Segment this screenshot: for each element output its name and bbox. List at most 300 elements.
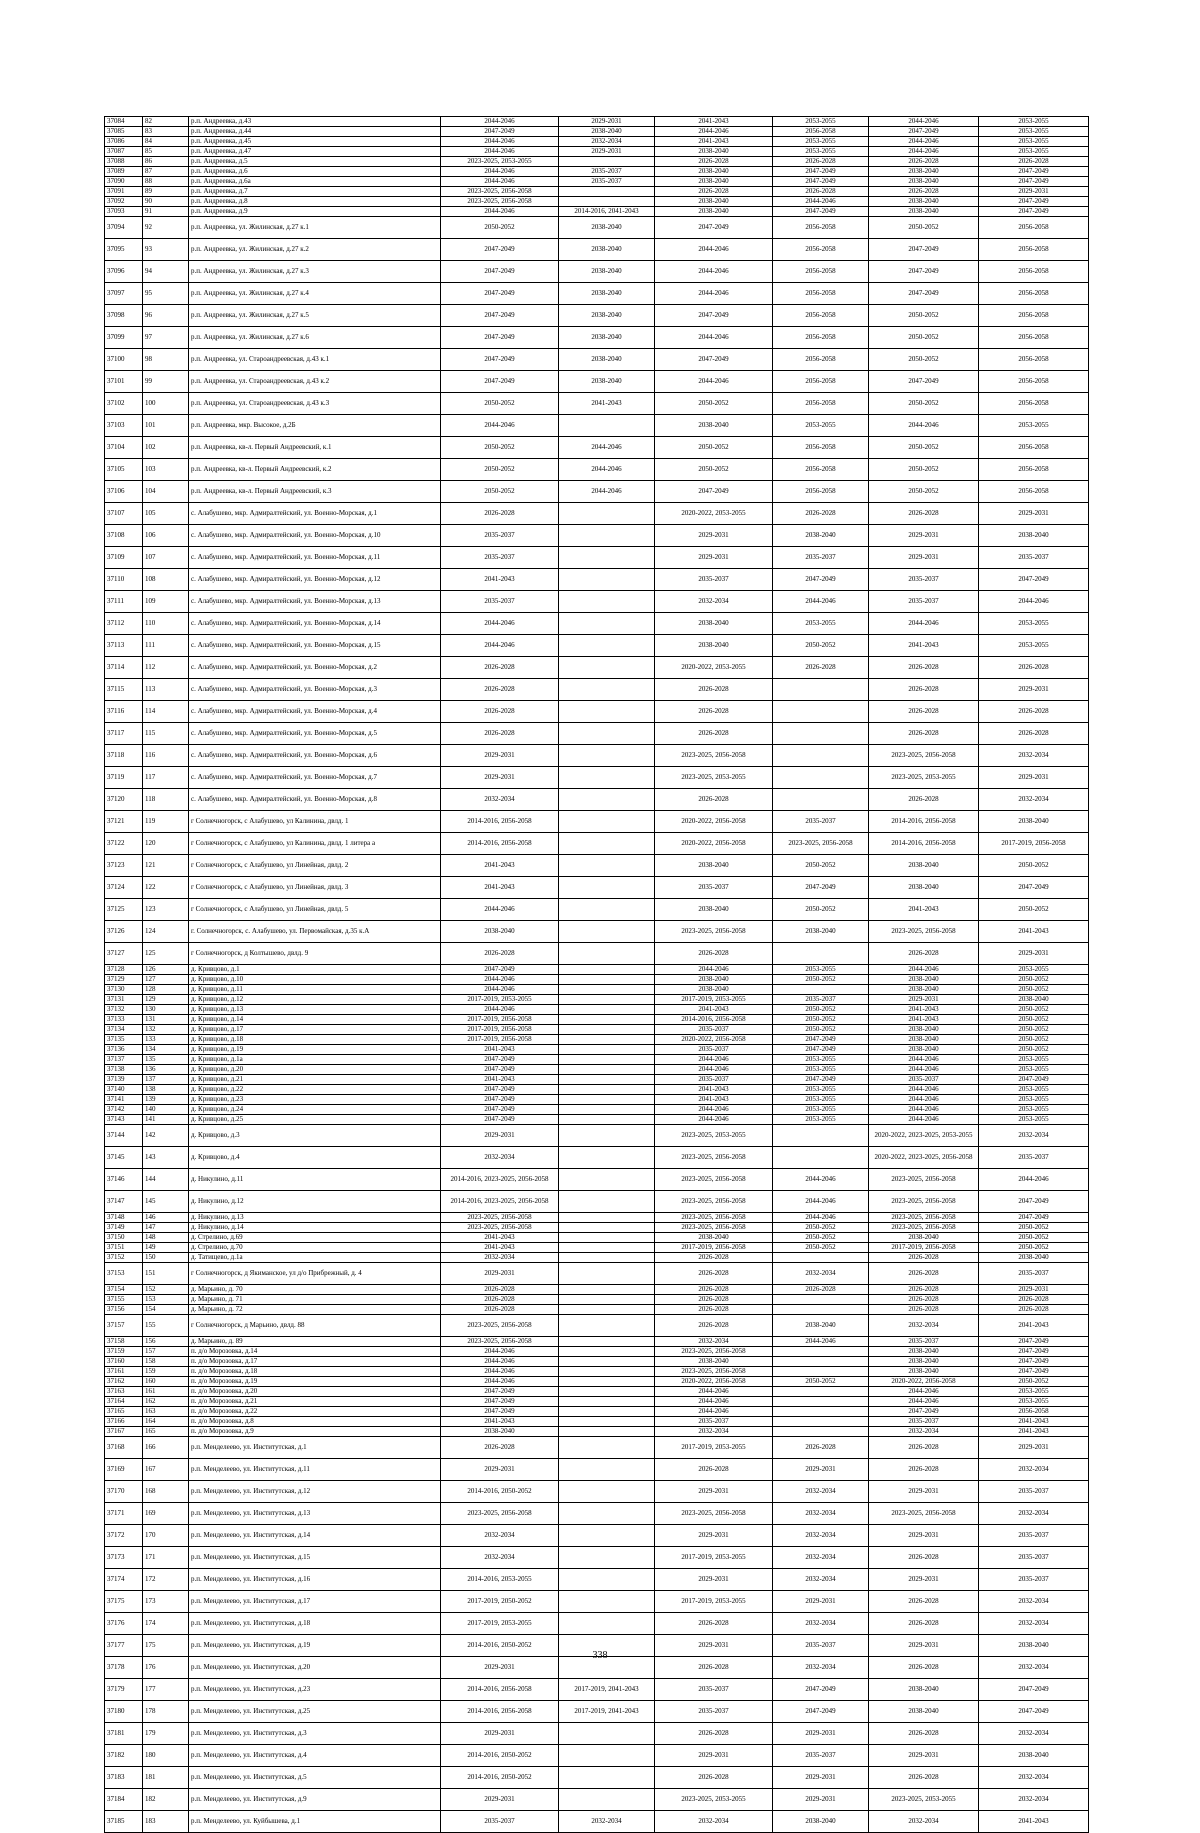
- cell-period-1: 2038-2040: [441, 921, 559, 943]
- cell-period-4: 2047-2049: [773, 1045, 869, 1055]
- cell-row-id: 37093: [105, 207, 143, 217]
- cell-period-2: 2038-2040: [559, 371, 655, 393]
- cell-row-id: 37102: [105, 393, 143, 415]
- table-row: [105, 147, 1089, 157]
- table-row: [105, 899, 1089, 921]
- cell-period-4: 2047-2049: [773, 1679, 869, 1701]
- cell-item-number: 95: [143, 283, 189, 305]
- cell-period-1: 2026-2028: [441, 1295, 559, 1305]
- cell-period-3: 2050-2052: [655, 393, 773, 415]
- table-row: [105, 975, 1089, 985]
- cell-period-1: 2014-2016, 2056-2058: [441, 811, 559, 833]
- cell-address: р.п. Андреевка, ул. Жилинская, д.27 к.2: [189, 239, 441, 261]
- cell-period-5: 2023-2025, 2056-2058: [869, 921, 979, 943]
- cell-row-id: 37165: [105, 1407, 143, 1417]
- cell-item-number: 154: [143, 1305, 189, 1315]
- cell-period-1: 2041-2043: [441, 1045, 559, 1055]
- cell-row-id: 37127: [105, 943, 143, 965]
- cell-address: р.п. Андреевка, ул. Жилинская, д.27 к.5: [189, 305, 441, 327]
- cell-address: с. Алабушево, мкр. Адмиралтейский, ул. Военно-Морская, д.5: [189, 723, 441, 745]
- cell-period-4: 2053-2055: [773, 1065, 869, 1075]
- cell-address: р.п. Андреевка, ул. Староандреевская, д.43 к.1: [189, 349, 441, 371]
- cell-row-id: 37130: [105, 985, 143, 995]
- cell-period-5: 2038-2040: [869, 877, 979, 899]
- cell-period-4: [773, 1357, 869, 1367]
- cell-period-1: 2035-2037: [441, 525, 559, 547]
- cell-period-2: 2038-2040: [559, 217, 655, 239]
- table-row: [105, 1437, 1089, 1459]
- cell-period-2: [559, 1015, 655, 1025]
- cell-period-5: 2026-2028: [869, 1657, 979, 1679]
- cell-row-id: 37183: [105, 1767, 143, 1789]
- cell-row-id: 37174: [105, 1569, 143, 1591]
- cell-period-5: 2026-2028: [869, 187, 979, 197]
- cell-period-2: [559, 157, 655, 167]
- cell-period-3: 2035-2037: [655, 1025, 773, 1035]
- cell-period-2: 2038-2040: [559, 127, 655, 137]
- cell-period-3: 2050-2052: [655, 437, 773, 459]
- cell-period-1: 2041-2043: [441, 1233, 559, 1243]
- table-row: [105, 1459, 1089, 1481]
- cell-period-1: 2041-2043: [441, 1075, 559, 1085]
- cell-period-5: 2026-2028: [869, 943, 979, 965]
- cell-period-1: 2041-2043: [441, 569, 559, 591]
- cell-row-id: 37120: [105, 789, 143, 811]
- cell-period-2: [559, 1427, 655, 1437]
- table-row: [105, 1213, 1089, 1223]
- cell-row-id: 37118: [105, 745, 143, 767]
- table-row: [105, 137, 1089, 147]
- table-row: [105, 305, 1089, 327]
- cell-row-id: 37089: [105, 167, 143, 177]
- cell-period-2: [559, 197, 655, 207]
- cell-period-6: 2041-2043: [979, 1427, 1089, 1437]
- cell-period-3: 2023-2025, 2056-2058: [655, 1347, 773, 1357]
- cell-period-5: 2029-2031: [869, 1525, 979, 1547]
- cell-period-5: 2038-2040: [869, 1701, 979, 1723]
- cell-period-5: 2050-2052: [869, 349, 979, 371]
- cell-row-id: 37182: [105, 1745, 143, 1767]
- cell-period-1: 2044-2046: [441, 985, 559, 995]
- cell-period-6: 2056-2058: [979, 371, 1089, 393]
- cell-address: р.п. Менделеево, ул. Институтская, д.18: [189, 1613, 441, 1635]
- cell-address: д. Кривцово, д.25: [189, 1115, 441, 1125]
- cell-period-4: [773, 1367, 869, 1377]
- cell-period-2: [559, 1065, 655, 1075]
- cell-address: г Солнечногорск, д Якиманское, ул д/о Прибрежный, д. 4: [189, 1263, 441, 1285]
- cell-period-3: 2023-2025, 2056-2058: [655, 1213, 773, 1223]
- cell-period-6: 2050-2052: [979, 855, 1089, 877]
- cell-row-id: 37114: [105, 657, 143, 679]
- cell-period-2: [559, 591, 655, 613]
- cell-period-2: [559, 1263, 655, 1285]
- cell-period-1: 2050-2052: [441, 393, 559, 415]
- cell-item-number: 97: [143, 327, 189, 349]
- cell-period-3: 2035-2037: [655, 877, 773, 899]
- cell-period-4: 2053-2055: [773, 1095, 869, 1105]
- cell-period-5: 2038-2040: [869, 177, 979, 187]
- cell-period-4: [773, 1397, 869, 1407]
- cell-period-4: 2026-2028: [773, 1285, 869, 1295]
- cell-address: р.п. Менделеево, ул. Институтская, д.15: [189, 1547, 441, 1569]
- cell-address: д. Никулино, д.14: [189, 1223, 441, 1233]
- cell-item-number: 183: [143, 1811, 189, 1833]
- cell-period-2: [559, 833, 655, 855]
- cell-period-3: 2047-2049: [655, 349, 773, 371]
- cell-row-id: 37177: [105, 1635, 143, 1657]
- cell-period-5: 2023-2025, 2056-2058: [869, 1191, 979, 1213]
- cell-period-5: 2047-2049: [869, 1407, 979, 1417]
- cell-period-3: 2038-2040: [655, 985, 773, 995]
- cell-period-6: 2026-2028: [979, 657, 1089, 679]
- table-row: [105, 1367, 1089, 1377]
- cell-period-5: 2029-2031: [869, 1481, 979, 1503]
- cell-item-number: 86: [143, 157, 189, 167]
- cell-period-5: 2038-2040: [869, 197, 979, 207]
- cell-period-3: 2038-2040: [655, 167, 773, 177]
- cell-period-2: [559, 1213, 655, 1223]
- cell-row-id: 37141: [105, 1095, 143, 1105]
- cell-period-4: 2053-2055: [773, 137, 869, 147]
- cell-period-3: 2041-2043: [655, 1005, 773, 1015]
- cell-period-5: 2038-2040: [869, 855, 979, 877]
- cell-period-3: 2044-2046: [655, 371, 773, 393]
- cell-period-4: 2032-2034: [773, 1547, 869, 1569]
- cell-address: д. Кривцово, д.1а: [189, 1055, 441, 1065]
- cell-period-6: 2050-2052: [979, 1233, 1089, 1243]
- cell-period-3: 2023-2025, 2056-2058: [655, 1223, 773, 1233]
- cell-period-3: 2023-2025, 2056-2058: [655, 1503, 773, 1525]
- cell-row-id: 37084: [105, 117, 143, 127]
- cell-period-3: 2047-2049: [655, 217, 773, 239]
- cell-period-4: 2029-2031: [773, 1789, 869, 1811]
- cell-row-id: 37175: [105, 1591, 143, 1613]
- cell-period-3: 2041-2043: [655, 1085, 773, 1095]
- cell-period-6: 2047-2049: [979, 569, 1089, 591]
- cell-period-6: 2047-2049: [979, 177, 1089, 187]
- table-row: [105, 745, 1089, 767]
- cell-address: р.п. Андреевка, ул. Староандреевская, д.43 к.3: [189, 393, 441, 415]
- cell-period-2: [559, 1387, 655, 1397]
- cell-address: с. Алабушево, мкр. Адмиралтейский, ул. Военно-Морская, д.11: [189, 547, 441, 569]
- cell-period-2: [559, 1569, 655, 1591]
- cell-period-4: 2056-2058: [773, 283, 869, 305]
- table-row: [105, 217, 1089, 239]
- cell-item-number: 92: [143, 217, 189, 239]
- cell-period-6: 2050-2052: [979, 1035, 1089, 1045]
- cell-period-2: [559, 995, 655, 1005]
- cell-period-2: [559, 569, 655, 591]
- cell-address: р.п. Андреевка, ул. Жилинская, д.27 к.1: [189, 217, 441, 239]
- table-row: [105, 943, 1089, 965]
- cell-period-1: 2044-2046: [441, 147, 559, 157]
- cell-item-number: 155: [143, 1315, 189, 1337]
- cell-period-2: [559, 1115, 655, 1125]
- cell-period-5: 2026-2028: [869, 657, 979, 679]
- cell-period-2: 2044-2046: [559, 437, 655, 459]
- cell-address: г Солнечногорск, с Алабушево, ул Линейная, двлд. 5: [189, 899, 441, 921]
- cell-period-4: 2050-2052: [773, 1377, 869, 1387]
- cell-period-6: 2032-2034: [979, 789, 1089, 811]
- cell-period-5: 2038-2040: [869, 1045, 979, 1055]
- cell-period-2: [559, 1613, 655, 1635]
- cell-period-6: 2056-2058: [979, 261, 1089, 283]
- schedule-table-container: [104, 116, 1088, 1833]
- cell-period-5: 2029-2031: [869, 1635, 979, 1657]
- table-row: [105, 1065, 1089, 1075]
- cell-period-4: 2047-2049: [773, 167, 869, 177]
- cell-row-id: 37151: [105, 1243, 143, 1253]
- cell-period-4: 2035-2037: [773, 995, 869, 1005]
- cell-address: р.п. Андреевка, д.6а: [189, 177, 441, 187]
- cell-period-3: 2026-2028: [655, 1657, 773, 1679]
- cell-row-id: 37139: [105, 1075, 143, 1085]
- cell-period-1: 2014-2016, 2023-2025, 2056-2058: [441, 1169, 559, 1191]
- cell-item-number: 177: [143, 1679, 189, 1701]
- cell-period-3: 2047-2049: [655, 481, 773, 503]
- cell-period-4: 2035-2037: [773, 811, 869, 833]
- cell-item-number: 136: [143, 1065, 189, 1075]
- cell-period-1: 2017-2019, 2056-2058: [441, 1035, 559, 1045]
- cell-row-id: 37146: [105, 1169, 143, 1191]
- cell-period-1: 2029-2031: [441, 1263, 559, 1285]
- cell-period-3: 2044-2046: [655, 239, 773, 261]
- cell-period-4: 2029-2031: [773, 1459, 869, 1481]
- cell-address: р.п. Менделеево, ул. Институтская, д.25: [189, 1701, 441, 1723]
- cell-period-6: 2053-2055: [979, 1065, 1089, 1075]
- cell-item-number: 113: [143, 679, 189, 701]
- cell-period-1: 2026-2028: [441, 1437, 559, 1459]
- cell-row-id: 37110: [105, 569, 143, 591]
- cell-period-3: 2038-2040: [655, 1233, 773, 1243]
- cell-row-id: 37185: [105, 1811, 143, 1833]
- cell-period-3: 2038-2040: [655, 899, 773, 921]
- cell-period-5: 2023-2025, 2056-2058: [869, 745, 979, 767]
- cell-address: р.п. Менделеево, ул. Институтская, д.16: [189, 1569, 441, 1591]
- cell-address: р.п. Андреевка, мкр. Высокое, д.2Б: [189, 415, 441, 437]
- cell-item-number: 91: [143, 207, 189, 217]
- cell-row-id: 37105: [105, 459, 143, 481]
- cell-item-number: 84: [143, 137, 189, 147]
- cell-period-2: [559, 1223, 655, 1233]
- cell-period-3: 2044-2046: [655, 127, 773, 137]
- cell-period-3: 2032-2034: [655, 1337, 773, 1347]
- cell-period-5: 2026-2028: [869, 1295, 979, 1305]
- table-row: [105, 1075, 1089, 1085]
- table-row: [105, 877, 1089, 899]
- table-row: [105, 371, 1089, 393]
- cell-period-6: 2047-2049: [979, 207, 1089, 217]
- cell-period-4: 2044-2046: [773, 1213, 869, 1223]
- table-row: [105, 569, 1089, 591]
- cell-period-2: [559, 1459, 655, 1481]
- cell-period-6: 2032-2034: [979, 1767, 1089, 1789]
- cell-period-3: 2044-2046: [655, 1397, 773, 1407]
- cell-address: г Солнечногорск, д Колтышево, двлд. 9: [189, 943, 441, 965]
- cell-period-3: 2026-2028: [655, 1263, 773, 1285]
- cell-period-4: 2056-2058: [773, 481, 869, 503]
- cell-period-6: 2035-2037: [979, 1263, 1089, 1285]
- cell-period-2: [559, 1035, 655, 1045]
- cell-period-6: 2026-2028: [979, 701, 1089, 723]
- cell-period-5: 2026-2028: [869, 789, 979, 811]
- cell-row-id: 37119: [105, 767, 143, 789]
- cell-period-1: 2050-2052: [441, 437, 559, 459]
- cell-address: р.п. Менделеево, ул. Институтская, д.19: [189, 1635, 441, 1657]
- cell-period-5: 2020-2022, 2023-2025, 2056-2058: [869, 1147, 979, 1169]
- cell-period-4: 2029-2031: [773, 1591, 869, 1613]
- cell-address: д. Марьино, д. 72: [189, 1305, 441, 1315]
- cell-period-4: 2032-2034: [773, 1569, 869, 1591]
- table-row: [105, 1045, 1089, 1055]
- cell-period-5: 2050-2052: [869, 393, 979, 415]
- cell-item-number: 172: [143, 1569, 189, 1591]
- cell-row-id: 37138: [105, 1065, 143, 1075]
- cell-row-id: 37160: [105, 1357, 143, 1367]
- cell-address: р.п. Андреевка, д.44: [189, 127, 441, 137]
- cell-period-1: 2026-2028: [441, 657, 559, 679]
- cell-period-3: 2035-2037: [655, 1679, 773, 1701]
- cell-period-4: 2053-2055: [773, 1085, 869, 1095]
- cell-period-4: 2026-2028: [773, 503, 869, 525]
- cell-period-5: 2026-2028: [869, 157, 979, 167]
- cell-period-2: [559, 613, 655, 635]
- cell-period-4: 2050-2052: [773, 855, 869, 877]
- table-row: [105, 1701, 1089, 1723]
- cell-period-5: 2044-2046: [869, 965, 979, 975]
- cell-period-1: 2044-2046: [441, 137, 559, 147]
- cell-period-2: [559, 1191, 655, 1213]
- cell-period-5: 2026-2028: [869, 1459, 979, 1481]
- cell-address: с. Алабушево, мкр. Адмиралтейский, ул. Военно-Морская, д.10: [189, 525, 441, 547]
- cell-address: д. Кривцово, д.19: [189, 1045, 441, 1055]
- cell-period-5: 2023-2025, 2056-2058: [869, 1223, 979, 1233]
- cell-period-2: [559, 1789, 655, 1811]
- cell-period-3: 2038-2040: [655, 613, 773, 635]
- cell-period-1: 2023-2025, 2056-2058: [441, 1315, 559, 1337]
- cell-item-number: 104: [143, 481, 189, 503]
- cell-row-id: 37131: [105, 995, 143, 1005]
- cell-period-1: 2038-2040: [441, 1427, 559, 1437]
- cell-row-id: 37147: [105, 1191, 143, 1213]
- table-row: [105, 1223, 1089, 1233]
- cell-period-1: 2029-2031: [441, 745, 559, 767]
- cell-period-6: 2032-2034: [979, 1789, 1089, 1811]
- cell-item-number: 100: [143, 393, 189, 415]
- cell-period-4: 2023-2025, 2056-2058: [773, 833, 869, 855]
- table-row: [105, 1679, 1089, 1701]
- cell-address: п. д/о Морозовка, д.22: [189, 1407, 441, 1417]
- cell-period-6: 2050-2052: [979, 1025, 1089, 1035]
- cell-period-5: 2026-2028: [869, 1437, 979, 1459]
- cell-item-number: 115: [143, 723, 189, 745]
- table-row: [105, 393, 1089, 415]
- table-row: [105, 1767, 1089, 1789]
- cell-period-5: 2041-2043: [869, 899, 979, 921]
- cell-item-number: 151: [143, 1263, 189, 1285]
- table-row: [105, 1115, 1089, 1125]
- cell-period-6: 2053-2055: [979, 1055, 1089, 1065]
- cell-period-3: 2050-2052: [655, 459, 773, 481]
- cell-period-3: 2023-2025, 2056-2058: [655, 1191, 773, 1213]
- table-row: [105, 1243, 1089, 1253]
- table-row: [105, 239, 1089, 261]
- cell-period-5: 2044-2046: [869, 415, 979, 437]
- cell-period-2: [559, 1105, 655, 1115]
- cell-period-3: 2044-2046: [655, 1387, 773, 1397]
- cell-period-3: 2029-2031: [655, 1569, 773, 1591]
- cell-row-id: 37144: [105, 1125, 143, 1147]
- cell-address: с. Алабушево, мкр. Адмиралтейский, ул. Военно-Морская, д.14: [189, 613, 441, 635]
- cell-period-6: 2056-2058: [979, 481, 1089, 503]
- cell-period-5: 2050-2052: [869, 437, 979, 459]
- cell-period-5: 2050-2052: [869, 327, 979, 349]
- cell-address: р.п. Менделеево, ул. Институтская, д.13: [189, 1503, 441, 1525]
- cell-row-id: 37112: [105, 613, 143, 635]
- cell-period-3: 2032-2034: [655, 591, 773, 613]
- cell-period-4: 2050-2052: [773, 975, 869, 985]
- cell-period-2: 2032-2034: [559, 1811, 655, 1833]
- table-row: [105, 1253, 1089, 1263]
- cell-row-id: 37154: [105, 1285, 143, 1295]
- table-row: [105, 197, 1089, 207]
- cell-item-number: 135: [143, 1055, 189, 1065]
- cell-period-2: 2044-2046: [559, 459, 655, 481]
- cell-period-1: 2026-2028: [441, 503, 559, 525]
- cell-period-6: 2041-2043: [979, 1315, 1089, 1337]
- cell-address: д. Кривцово, д.21: [189, 1075, 441, 1085]
- cell-period-1: 2044-2046: [441, 167, 559, 177]
- cell-row-id: 37103: [105, 415, 143, 437]
- table-row: [105, 1387, 1089, 1397]
- table-row: [105, 1407, 1089, 1417]
- cell-item-number: 134: [143, 1045, 189, 1055]
- cell-period-4: 2056-2058: [773, 437, 869, 459]
- cell-period-2: [559, 1253, 655, 1263]
- cell-period-2: [559, 1503, 655, 1525]
- table-row: [105, 1005, 1089, 1015]
- table-row: [105, 811, 1089, 833]
- cell-row-id: 37132: [105, 1005, 143, 1015]
- cell-row-id: 37100: [105, 349, 143, 371]
- cell-item-number: 171: [143, 1547, 189, 1569]
- cell-address: д. Стрелино, д.69: [189, 1233, 441, 1243]
- cell-item-number: 83: [143, 127, 189, 137]
- cell-period-2: 2044-2046: [559, 481, 655, 503]
- cell-period-3: 2026-2028: [655, 1253, 773, 1263]
- cell-period-3: 2017-2019, 2053-2055: [655, 1437, 773, 1459]
- cell-period-5: 2032-2034: [869, 1811, 979, 1833]
- cell-row-id: 37148: [105, 1213, 143, 1223]
- cell-address: р.п. Менделеево, ул. Институтская, д.11: [189, 1459, 441, 1481]
- cell-period-2: [559, 635, 655, 657]
- cell-period-1: 2047-2049: [441, 1055, 559, 1065]
- cell-period-4: 2056-2058: [773, 459, 869, 481]
- cell-period-6: 2047-2049: [979, 167, 1089, 177]
- table-row: [105, 503, 1089, 525]
- cell-period-5: 2044-2046: [869, 1065, 979, 1075]
- cell-row-id: 37164: [105, 1397, 143, 1407]
- cell-period-2: 2035-2037: [559, 177, 655, 187]
- cell-period-3: 2038-2040: [655, 855, 773, 877]
- cell-address: с. Алабушево, мкр. Адмиралтейский, ул. Военно-Морская, д.4: [189, 701, 441, 723]
- cell-item-number: 153: [143, 1295, 189, 1305]
- cell-item-number: 139: [143, 1095, 189, 1105]
- cell-row-id: 37133: [105, 1015, 143, 1025]
- table-row: [105, 1125, 1089, 1147]
- cell-item-number: 133: [143, 1035, 189, 1045]
- cell-period-6: 2053-2055: [979, 415, 1089, 437]
